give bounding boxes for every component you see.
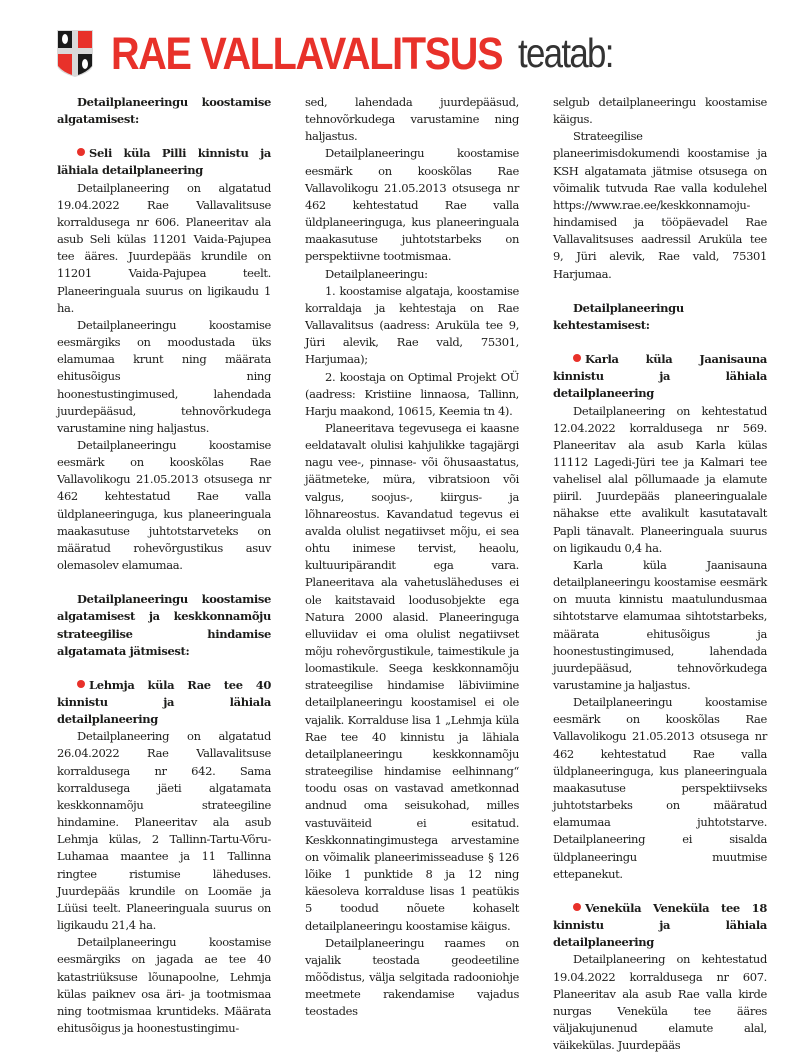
column-3 xyxy=(553,94,767,1054)
paragraph: Karla küla Jaanisauna detailplaneeringu koostamise eesmärk on muuta kinnistu maatulundusmaa sihtotstarve elamumaa sihtotstarbeks, määrata ehitusõigus ja hoonestustingimused, lahendada juurdepääsud, tehnovõrkudega varustamine ja haljastus. xyxy=(553,557,767,692)
publisher-subtitle: teatab: xyxy=(517,29,613,76)
paragraph: Detailplaneeringu koostamise eesmärgiks on moodustada üks elamumaa krunt ning määrata ehitusõigus ning hoonestustingimused, lahendada juurdepääsud, tehnovõrkudega varustamine ning haljastus. xyxy=(57,317,271,435)
paragraph: Detailplaneeringu raames on vajalik teostada geodeetiline mõõdistus, välja selgitada radooniohje meetmete rakendamise vajadus teostades xyxy=(305,935,519,1019)
coat-of-arms-icon xyxy=(55,28,95,78)
plan-heading-text: Lehmja küla Rae tee 40 kinnistu ja lähiala detailplaneering xyxy=(57,677,271,727)
paragraph: 1. koostamise algataja, koostamise korraldaja ja kehtestaja on Rae Vallavalitsus (aadress: Aruküla tee 9, Jüri alevik, Rae vald, 75301, Harjumaa); xyxy=(305,283,519,367)
paragraph: Detailplaneering on algatatud 26.04.2022 Rae Vallavalitsuse korraldusega nr 642. Sama korraldusega jäeti algatamata keskkonnamõju strateegiline hindamine. Planeeritav ala asub Lehmja külas, 2 Tallinn-Tartu-Võru-Luhamaa maantee ja 11 Tallinna ringtee ristumise läheduses. Juurdepääs krundile on Loomäe ja Lüüsi teelt. Planeeringuala suurus on ligikaudu 21,4 ha. xyxy=(57,729,271,933)
paragraph: Detailplaneering on algatatud 19.04.2022 Rae Vallavalitsuse korraldusega nr 606. Planeeritav ala asub Seli külas 11201 Vaida-Pajupea tee ääres. Juurdepääs krundile on 11201 Vaida-Pajupea teelt. Planeeringuala suurus on ligikaudu 1 ha. xyxy=(57,180,271,315)
plan-heading-text: Veneküla Veneküla tee 18 kinnistu ja lähiala detailplaneering xyxy=(553,900,767,950)
spacer xyxy=(553,334,767,351)
paragraph: 2. koostaja on Optimal Projekt OÜ (aadress: Kristiine linnaosa, Tallinn, Harju maakond, 10615, Keemia tn 4). xyxy=(305,369,519,418)
paragraph: Detailplaneeringu koostamise eesmärgiks on jagada ae tee 40 katastriüksuse lõunapoolne, Lehmja külas paiknev osa äri- ja tootmismaa ning tootmismaa kruntideks. Määrata ehitusõigus ja hoonestustingimu- xyxy=(57,935,271,1035)
plan-heading-text: Karla küla Jaanisauna kinnistu ja lähiala detailplaneering xyxy=(553,352,767,401)
column-2 xyxy=(305,94,519,1054)
spacer xyxy=(57,660,271,677)
plan-heading xyxy=(553,351,767,402)
red-bullet-icon xyxy=(573,903,581,911)
paragraph: Detailplaneering on kehtestatud 19.04.2022 korraldusega nr 607. Planeeritav ala asub Rae valla kirde nurgas Veneküla tee ääres väljakujunenud elamute alal, väikekülas. Juurdepääs xyxy=(553,952,767,1053)
paragraph: Detailplaneeringu koostamise eesmärk on kooskõlas Rae Vallavolikogu 21.05.2013 otsusega nr 462 kehtestatud Rae valla üldplaneeringuga, kus planeeringuala maakasutuse juhtotstarbeks on perspektiivne tootmismaa. xyxy=(305,146,519,264)
plan-heading-text: Seli küla Pilli kinnistu ja lähiala detailplaneering xyxy=(57,146,271,178)
publisher-title: RAE VALLAVALITSUS xyxy=(111,27,503,79)
article-columns xyxy=(57,94,767,1054)
section-heading: Detailplaneeringu koostamise algatamisest ja keskkonnamõju strateegilise hindamise algatamata jätmisest: xyxy=(57,592,271,658)
plan-heading xyxy=(57,677,271,728)
red-bullet-icon xyxy=(573,354,581,362)
spacer xyxy=(57,574,271,591)
paragraph-continued: sed, lahendada juurdepääsud, tehnovõrkudega varustamine ning haljastus. xyxy=(305,95,519,144)
plan-heading xyxy=(553,900,767,951)
paragraph-continued: selgub detailplaneeringu koostamise käigus. xyxy=(553,95,767,127)
paragraph: Strateegilise planeerimisdokumendi koostamise ja KSH algatamata jätmise otsusega on võimalik tutvuda Rae valla kodulehel https://www.rae.ee/keskkonnamoju-hindamised ja tööpäevadel Rae Vallavalitsuses aadressil Aruküla tee 9, Jüri alevik, Rae vald, 75301 Harjumaa. xyxy=(553,129,767,281)
section-heading: Detailplaneeringu kehtestamisest: xyxy=(553,300,684,332)
red-bullet-icon xyxy=(77,680,85,688)
paragraph: Detailplaneeringu: xyxy=(325,266,428,281)
paragraph: Detailplaneeringu koostamise eesmärk on kooskõlas Rae Vallavolikogu 21.05.2013 otsusega nr 462 kehtestatud Rae valla üldplaneeringuga, kus planeeringuala maakasutuse juhtotstarveteks on määratud rohevõrgustikus asuv olemasolev elamumaa. xyxy=(57,437,271,573)
page-header xyxy=(55,28,629,78)
column-1 xyxy=(57,94,271,1054)
paragraph: Planeeritava tegevusega ei kaasne eeldatavalt olulisi kahjulikke tagajärgi nagu vee-, pinnase- või õhusaastatus, jäätmeteke, müra, vibratsioon või valgus, soojus-, kiirgus- ja lõhnareostus. Kavandatud tegevus ei avalda olulist negatiivset mõju, ei sea ohtu inimese tervist, heaolu, kultuuripärandit ega vara. Planeeritava ala vahetusläheduses ei ole kaitstavaid loodusobjekte ega Natura 2000 alasid. Planeeringuga elluviidav ei oma olulist negatiivset mõju rohevõrgustikule, taimestikule ja loomastikule. Seega keskkonnamõju strateegilise hindamise läbiviimine detailplaneeringu koostamisel ei ole vajalik. Korralduse lisa 1 „Lehmja küla Rae tee 40 kinnistu ja lähiala detailplaneeringu keskkonnamõju strateegilise hindamise eelhinnang“ toodu osas on vastavad ametkonnad andnud oma seisukohad, milles vastuväiteid ei esitatud. Keskkonnatingimustega arvestamine on võimalik planeerimisseaduse § 126 lõike 1 punktide 8 ja 12 ning käesoleva korralduse lisas 1 peatükis 5 toodud nõuete kohaselt detailplaneeringu koostamise käigus. xyxy=(305,420,519,933)
spacer xyxy=(553,883,767,900)
spacer xyxy=(553,283,767,300)
paragraph: Detailplaneeringu koostamise eesmärk on kooskõlas Rae Vallavolikogu 21.05.2013 otsusega nr 462 kehtestatud Rae valla üldplaneeringuga, kus planeeringuala maakasutuse perspektiivseks juhtotstarbeks on määratud elamumaa juhtotstarve. Detailplaneering ei sisalda üldplaneeringu muutmise ettepanekut. xyxy=(553,695,767,881)
section-heading: Detailplaneeringu koostamise algatamisest: xyxy=(57,95,271,127)
red-bullet-icon xyxy=(77,148,85,156)
plan-heading xyxy=(57,145,271,179)
paragraph: Detailplaneering on kehtestatud 12.04.2022 korraldusega nr 569. Planeeritav ala asub Karla külas 11112 Lagedi-Jüri tee ja Kalmari tee vahelisel alal põllumaade ja elamute piiril. Juurdepääs planeeringualale nähakse ette avalikult kasutatavalt Papli tänavalt. Planeeringuala suurus on ligikaudu 0,4 ha. xyxy=(553,403,767,555)
spacer xyxy=(57,128,271,145)
